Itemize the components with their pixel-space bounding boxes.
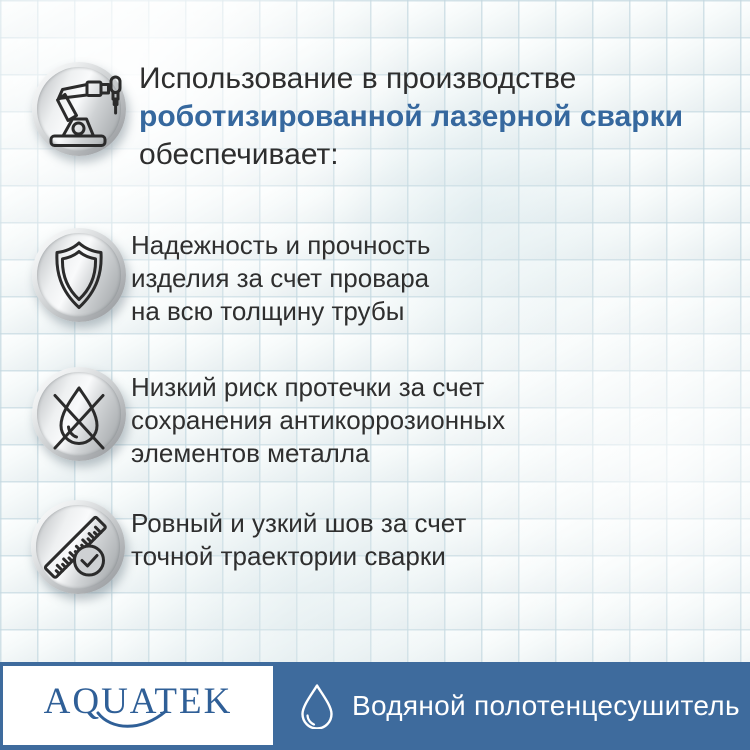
benefit-3-text — [131, 507, 651, 573]
brand-logo-text: AQUATEK — [43, 681, 233, 722]
benefit-2-line-1: Низкий риск протечки за счет — [131, 372, 485, 402]
intro-line-1: Использование в производстве — [139, 62, 577, 95]
ruler-icon — [31, 500, 125, 594]
intro-line-2-accent: роботизированной лазерной сварки — [139, 100, 684, 133]
benefit-1-line-2: изделия за счет провара — [131, 263, 430, 293]
benefit-1-line-1: Надежность и прочность — [131, 230, 431, 260]
benefit-3-line-2: точной траектории сварки — [131, 541, 446, 571]
benefit-2-line-3: элементов металла — [131, 438, 370, 468]
water-drop-icon — [300, 683, 334, 729]
intro-line-3: обеспечивает: — [139, 138, 339, 171]
product-block — [300, 662, 740, 750]
robot-arm-icon — [32, 62, 126, 156]
logo-swash-decoration — [3, 666, 273, 745]
intro-heading — [139, 60, 739, 174]
benefit-2-line-2: сохранения антикоррозионных — [131, 405, 506, 435]
benefit-2-text — [131, 371, 651, 470]
product-label: Водяной полотенцесушитель — [352, 690, 740, 721]
brand-logo-box — [3, 666, 273, 745]
benefit-1-line-3: на всю толщину трубы — [131, 296, 405, 326]
benefit-1-text — [131, 229, 651, 328]
benefit-3-line-1: Ровный и узкий шов за счет — [131, 508, 467, 538]
footer-bar — [0, 662, 750, 750]
shield-icon — [32, 228, 126, 322]
no-leak-icon — [32, 367, 126, 461]
